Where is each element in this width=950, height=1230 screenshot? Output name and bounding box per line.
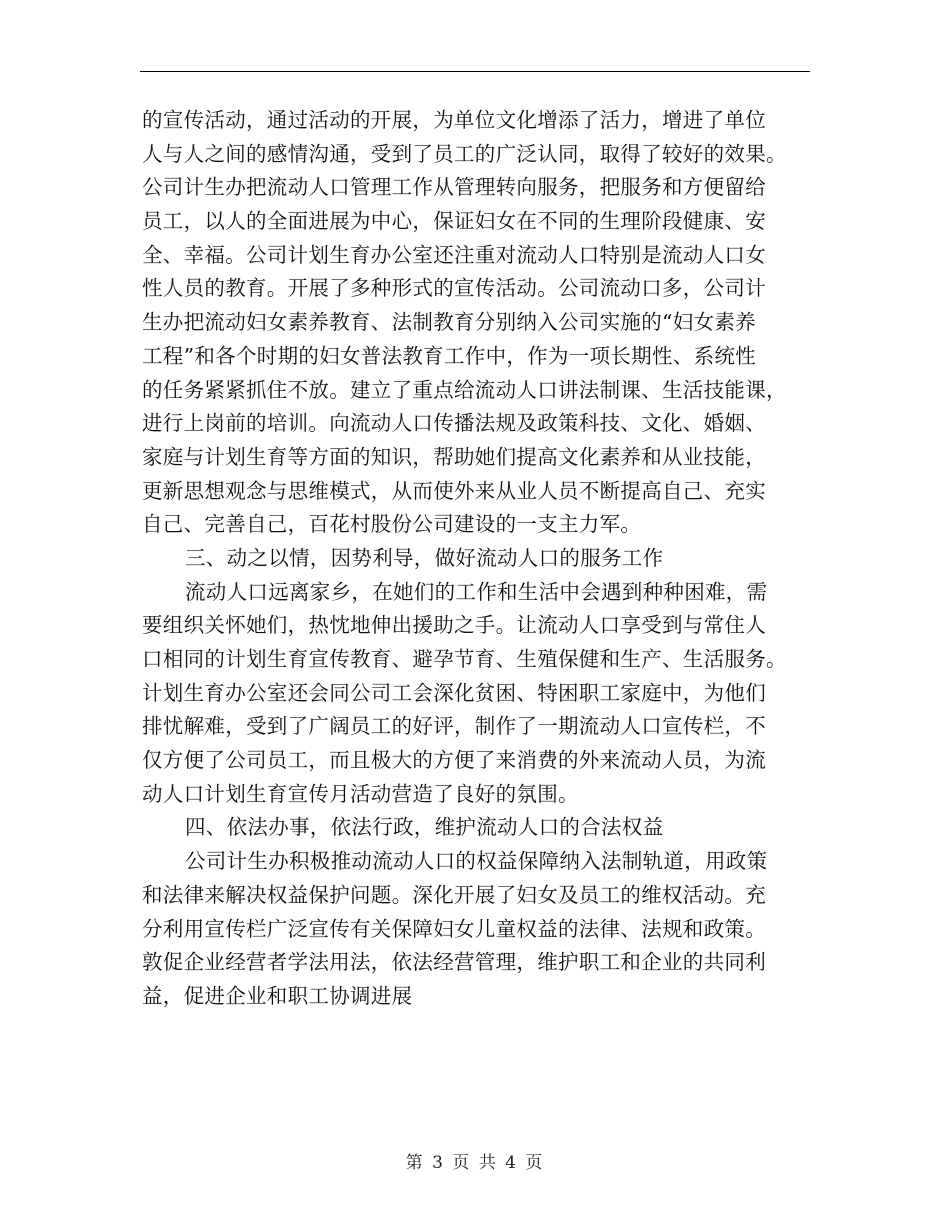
text-line: 流动人口远离家乡，在她们的工作和生活中会遇到种种困难，需 bbox=[185, 579, 768, 604]
text-line: 排忧解难，受到了广阔员工的好评，制作了一期流动人口宣传栏，不 bbox=[142, 714, 766, 739]
header-rule bbox=[140, 71, 810, 72]
text-line: 益，促进企业和职工协调进展 bbox=[142, 983, 413, 1008]
text-line: 分利用宣传栏广泛宣传有关保障妇女儿童权益的法律、法规和政策。 bbox=[142, 916, 766, 941]
text-line: 四、依法办事，依法行政，维护流动人口的合法权益 bbox=[185, 815, 664, 840]
page-footer: 第 3 页 共 4 页 bbox=[405, 1153, 545, 1173]
text-line: 公司计生办把流动人口管理工作从管理转向服务，把服务和方便留给 bbox=[142, 175, 766, 200]
text-line: 计划生育办公室还会同公司工会深化贫困、特困职工家庭中，为他们 bbox=[142, 680, 766, 705]
text-line: 家庭与计划生育等方面的知识，帮助她们提高文化素养和从业技能， bbox=[142, 444, 766, 469]
text-line: 敦促企业经营者学法用法，依法经营管理，维护职工和企业的共同利 bbox=[142, 950, 766, 975]
text-line: 自己、完善自己，百花村股份公司建设的一支主力军。 bbox=[142, 512, 642, 537]
text-line: 人与人之间的感情沟通，受到了员工的广泛认同，取得了较好的效果。 bbox=[142, 141, 787, 166]
text-line: 三、动之以情，因势利导，做好流动人口的服务工作 bbox=[185, 545, 664, 570]
text-line: 生办把流动妇女素养教育、法制教育分别纳入公司实施的“妇女素养 bbox=[142, 310, 756, 335]
document-body bbox=[142, 104, 812, 1014]
text-line: 的任务紧紧抓住不放。建立了重点给流动人口讲法制课、生活技能课， bbox=[142, 377, 787, 402]
text-line: 更新思想观念与思维模式，从而使外来从业人员不断提高自己、充实 bbox=[142, 478, 766, 503]
text-line: 公司计生办积极推动流动人口的权益保障纳入法制轨道，用政策 bbox=[185, 849, 768, 874]
text-line: 的宣传活动，通过活动的开展，为单位文化增添了活力，增进了单位 bbox=[142, 108, 766, 132]
text-line: 和法律来解决权益保护问题。深化开展了妇女及员工的维权活动。充 bbox=[142, 882, 766, 907]
text-line: 工程”和各个时期的妇女普法教育工作中，作为一项长期性、系统性 bbox=[142, 343, 756, 368]
text-line: 进行上岗前的培训。向流动人口传播法规及政策科技、文化、婚姻、 bbox=[142, 411, 766, 436]
text-line: 全、幸福。公司计划生育办公室还注重对流动人口特别是流动人口女 bbox=[142, 242, 766, 267]
text-line: 动人口计划生育宣传月活动营造了良好的氛围。 bbox=[142, 781, 579, 806]
text-line: 仅方便了公司员工，而且极大的方便了来消费的外来流动人员，为流 bbox=[142, 748, 766, 773]
text-line: 员工，以人的全面进展为中心，保证妇女在不同的生理阶段健康、安 bbox=[142, 209, 766, 234]
text-line: 口相同的计划生育宣传教育、避孕节育、生殖保健和生产、生活服务。 bbox=[142, 647, 787, 671]
text-line: 性人员的教育。开展了多种形式的宣传活动。公司流动口多，公司计 bbox=[142, 276, 766, 301]
text-line: 要组织关怀她们，热忱地伸出援助之手。让流动人口享受到与常住人 bbox=[142, 613, 766, 638]
